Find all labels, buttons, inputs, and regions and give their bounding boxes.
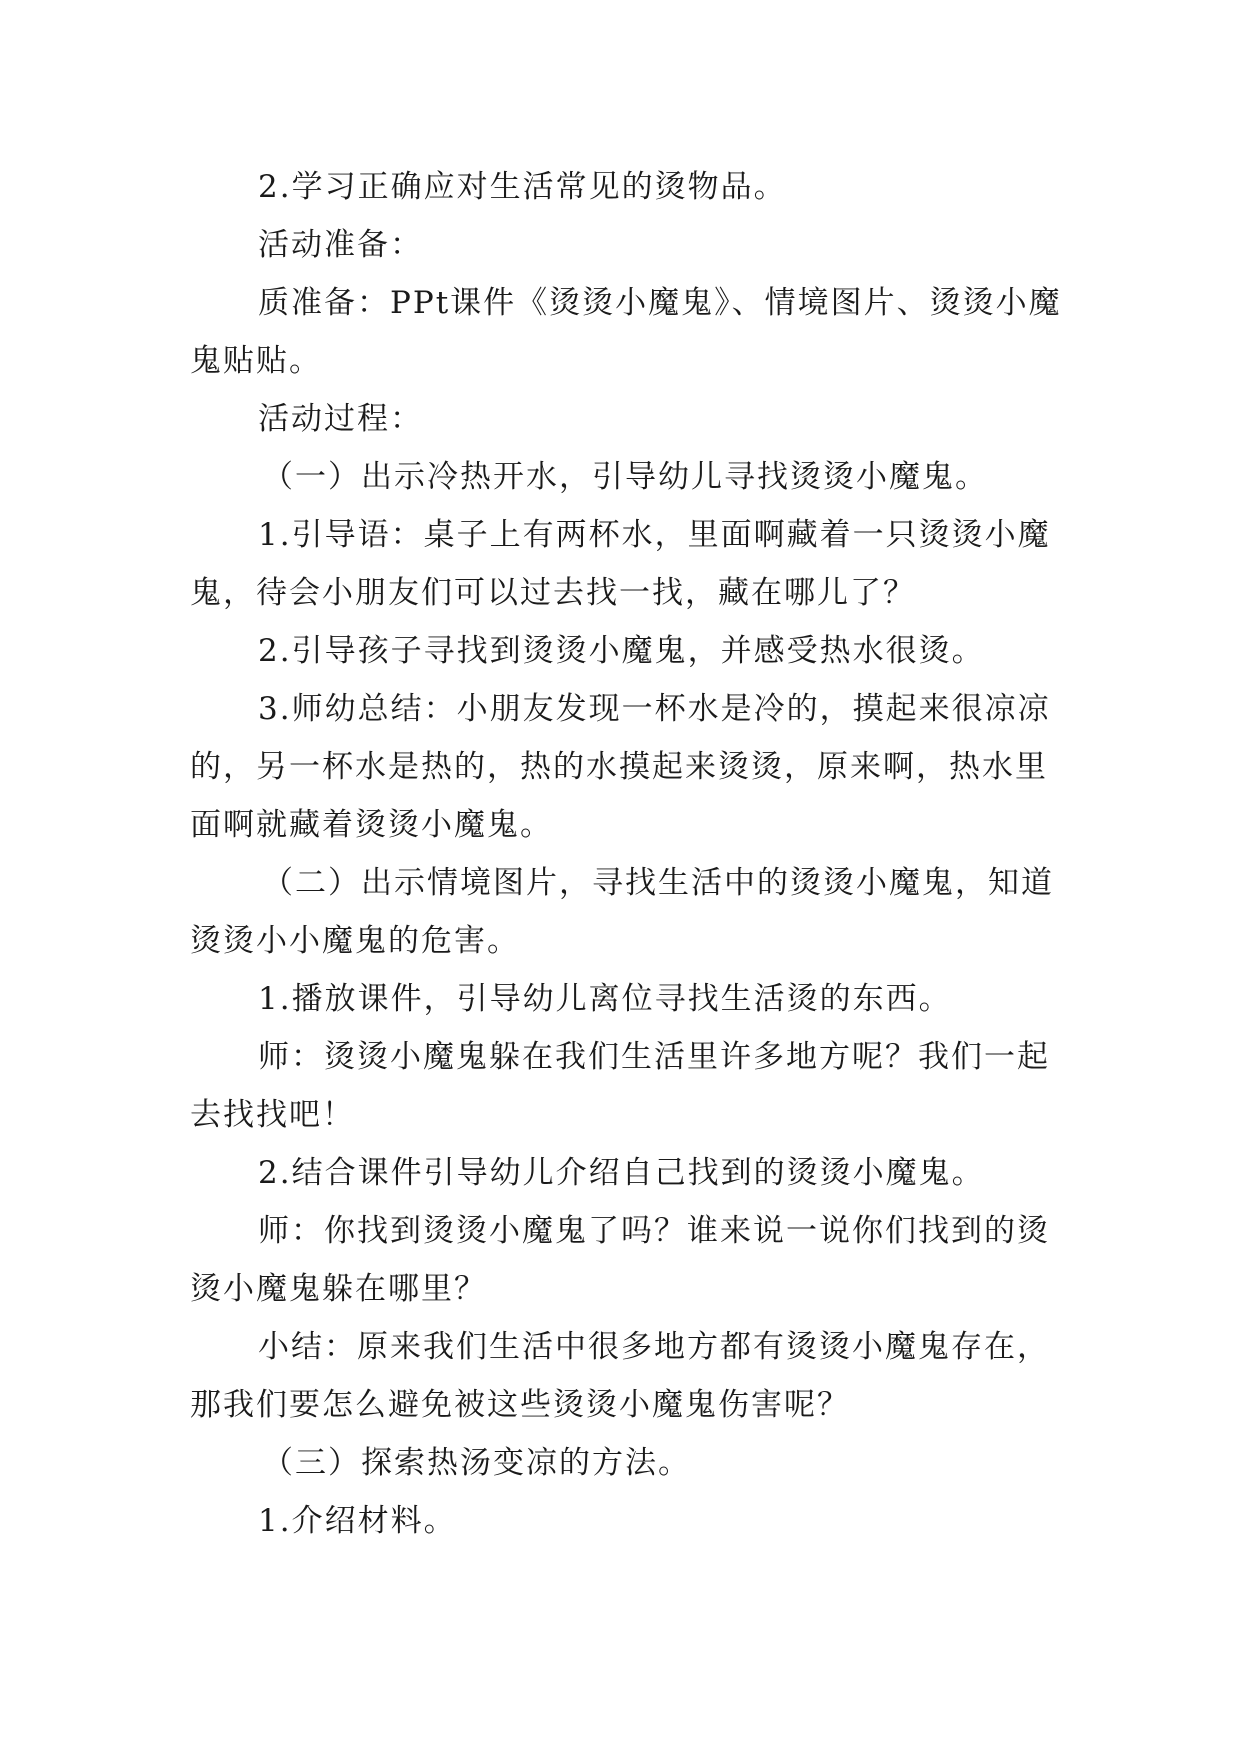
step-1-1-line-1: 1.引导语：桌子上有两杯水，里面啊藏着一只烫烫小魔 [258, 517, 1051, 553]
step-3-1: 1.介绍材料。 [258, 1503, 457, 1539]
heading-process: 活动过程： [258, 401, 423, 437]
teacher-line-1-b: 去找找吧！ [190, 1097, 355, 1133]
step-2-2: 2.结合课件引导幼儿介绍自己找到的烫烫小魔鬼。 [258, 1155, 985, 1191]
step-1-3-line-2: 的，另一杯水是热的，热的水摸起来烫烫，原来啊，热水里 [190, 749, 1048, 785]
section-2-title-line-2: 烫烫小小魔鬼的危害。 [190, 923, 520, 959]
step-1-3-line-1: 3.师幼总结：小朋友发现一杯水是冷的，摸起来很凉凉 [258, 691, 1051, 727]
section-2-title-line-1: （二）出示情境图片，寻找生活中的烫烫小魔鬼，知道 [262, 865, 1054, 901]
step-2-1: 1.播放课件，引导幼儿离位寻找生活烫的东西。 [258, 981, 952, 1017]
teacher-line-2-a: 师：你找到烫烫小魔鬼了吗？谁来说一说你们找到的烫 [258, 1213, 1050, 1249]
objective-2: 2.学习正确应对生活常见的烫物品。 [258, 169, 787, 205]
heading-preparation: 活动准备： [258, 227, 423, 263]
teacher-line-1-a: 师：烫烫小魔鬼躲在我们生活里许多地方呢？我们一起 [258, 1039, 1050, 1075]
materials-line-2: 鬼贴贴。 [190, 343, 322, 379]
step-1-2: 2.引导孩子寻找到烫烫小魔鬼，并感受热水很烫。 [258, 633, 985, 669]
summary-line-2: 那我们要怎么避免被这些烫烫小魔鬼伤害呢？ [190, 1387, 850, 1423]
step-1-3-line-3: 面啊就藏着烫烫小魔鬼。 [190, 807, 553, 843]
section-1-title: （一）出示冷热开水，引导幼儿寻找烫烫小魔鬼。 [262, 459, 988, 495]
materials-line-1: 质准备：PPt课件《烫烫小魔鬼》、情境图片、烫烫小魔 [258, 285, 1062, 321]
section-3-title: （三）探索热汤变凉的方法。 [262, 1445, 691, 1481]
step-1-1-line-2: 鬼，待会小朋友们可以过去找一找，藏在哪儿了？ [190, 575, 916, 611]
summary-line-1: 小结：原来我们生活中很多地方都有烫烫小魔鬼存在， [258, 1329, 1050, 1365]
teacher-line-2-b: 烫小魔鬼躲在哪里？ [190, 1271, 487, 1307]
